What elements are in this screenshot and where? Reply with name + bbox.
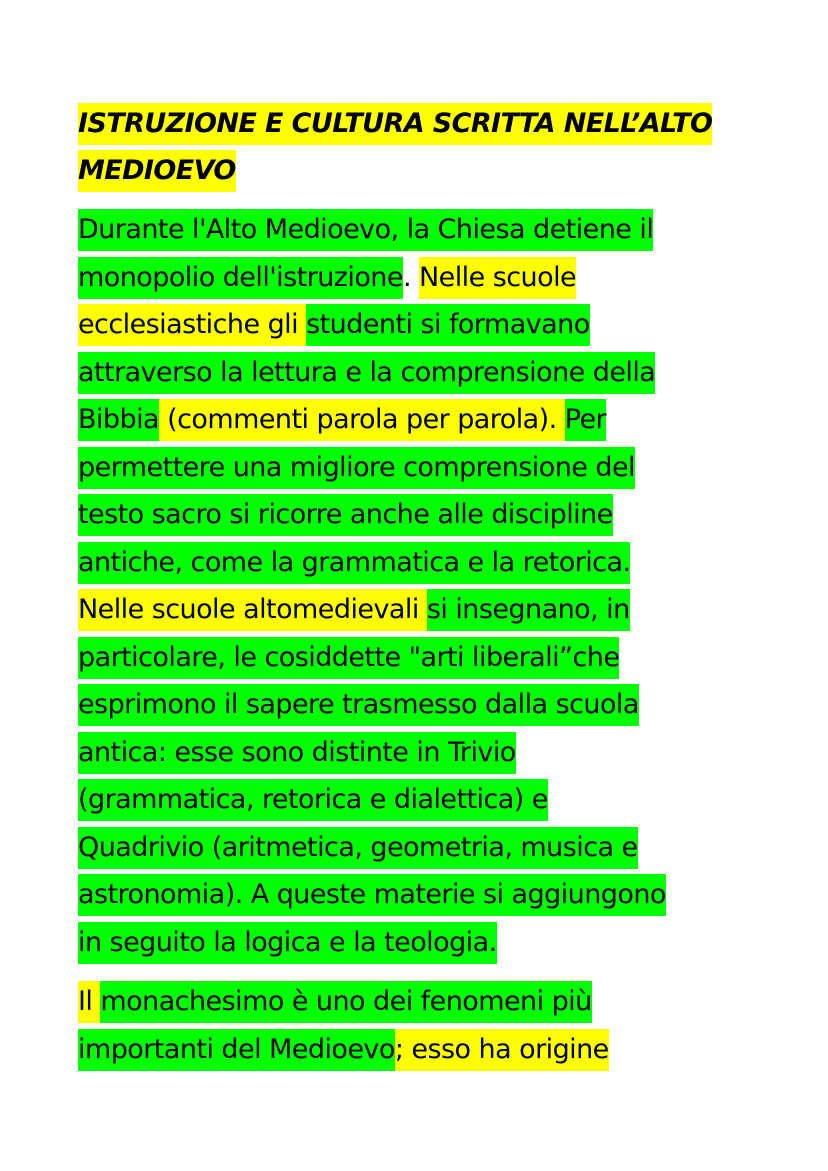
text-segment: si insegnano, in bbox=[427, 589, 630, 631]
text-line: esprimono il sapere trasmesso dalla scuola bbox=[78, 684, 639, 726]
paragraph-istruzione bbox=[78, 206, 778, 966]
text-line: Quadrivio (aritmetica, geometria, musica e bbox=[78, 827, 638, 869]
text-line: testo sacro si ricorre anche alle discipline bbox=[78, 494, 613, 536]
text-line: antiche, come la grammatica e la retorica. bbox=[78, 542, 630, 584]
title-line-2: MEDIOEVO bbox=[78, 150, 236, 192]
text-line: attraverso la lettura e la comprensione della bbox=[78, 352, 655, 394]
text-segment: Nelle scuole altomedievali bbox=[78, 589, 427, 631]
document-title bbox=[78, 100, 758, 194]
text-line: (grammatica, retorica e dialettica) e bbox=[78, 779, 548, 821]
text-segment: Il bbox=[78, 981, 100, 1023]
text-line: Durante l'Alto Medioevo, la Chiesa detiene il bbox=[78, 209, 653, 251]
text-line: astronomia). A queste materie si aggiungono bbox=[78, 874, 666, 916]
text-segment: importanti del Medioevo bbox=[78, 1029, 395, 1071]
text-segment: studenti si formavano bbox=[306, 304, 590, 346]
text-segment: ecclesiastiche gli bbox=[78, 304, 306, 346]
text-segment: Bibbia bbox=[78, 399, 159, 441]
text-line: permettere una migliore comprensione del bbox=[78, 447, 635, 489]
text-line: antica: esse sono distinte in Trivio bbox=[78, 732, 516, 774]
text-segment: ; esso ha origine bbox=[395, 1029, 609, 1071]
text-segment: (commenti parola per parola). bbox=[159, 399, 565, 441]
text-segment: monachesimo è uno dei fenomeni più bbox=[100, 981, 591, 1023]
text-segment: monopolio dell'istruzione bbox=[78, 257, 403, 299]
text-line: in seguito la logica e la teologia. bbox=[78, 922, 497, 964]
paragraph-monachesimo bbox=[78, 978, 778, 1073]
text-segment: . bbox=[402, 261, 420, 293]
text-segment: Per bbox=[565, 399, 606, 441]
text-line: particolare, le cosiddette "arti liberali”che bbox=[78, 637, 619, 679]
title-line-1: ISTRUZIONE E CULTURA SCRITTA NELL’ALTO bbox=[78, 103, 712, 145]
text-segment: Nelle scuole bbox=[419, 257, 576, 299]
